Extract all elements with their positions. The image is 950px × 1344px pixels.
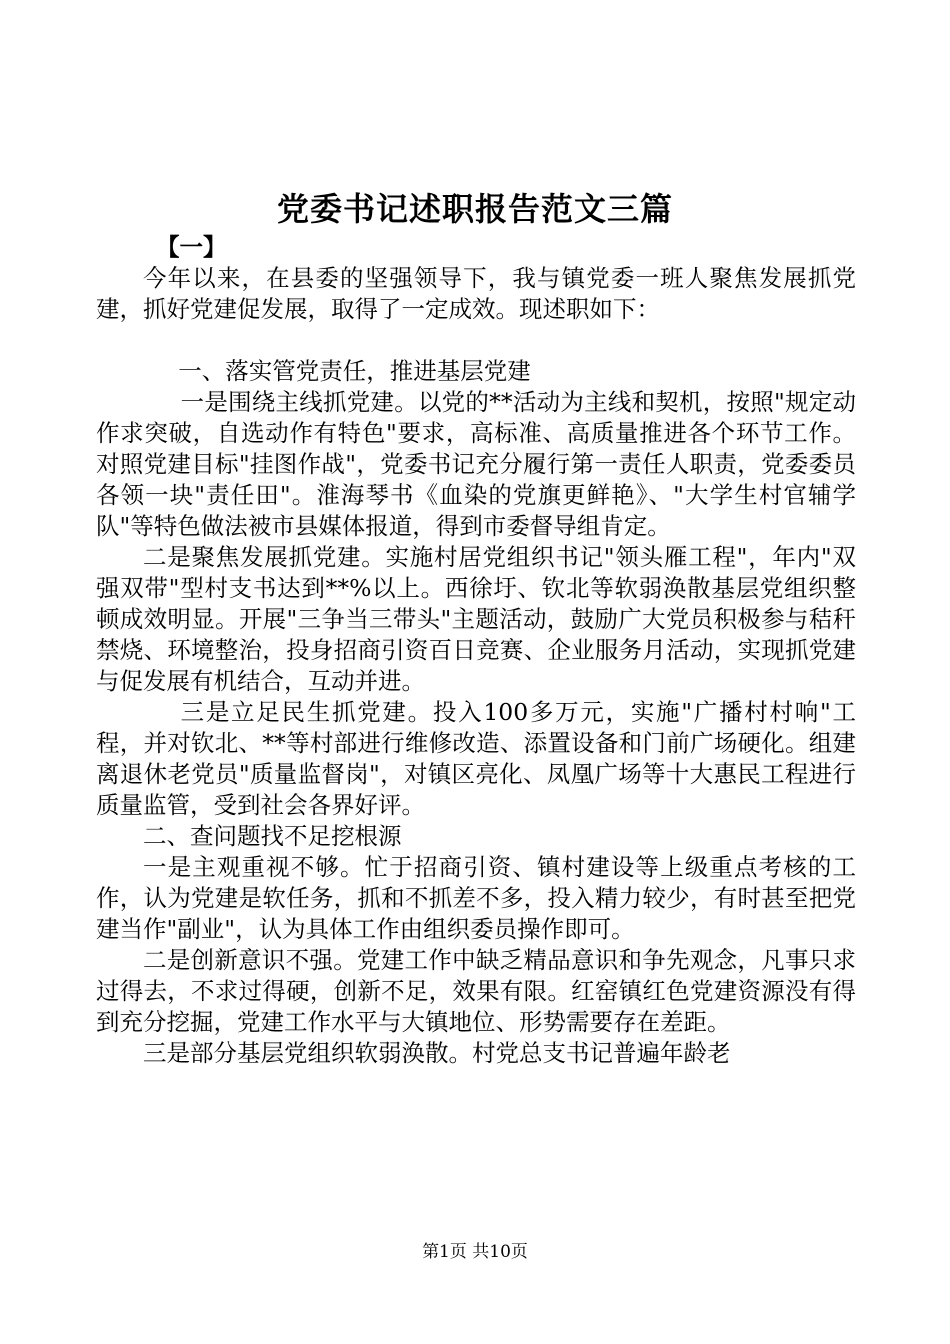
paragraph-4: 一是主观重视不够。忙于招商引资、镇村建设等上级重点考核的工作，认为党建是软任务，抓和不抓差不多，投入精力较少，有时甚至把党建当作"副业"，认为具体工作由组织委员操作即可。 [96,853,856,943]
document-title: 党委书记述职报告范文三篇 [276,190,673,228]
paragraph-6: 三是部分基层党组织软弱涣散。村党总支书记普遍年龄老 [143,1039,731,1067]
section-heading-1: 一、落实管党责任，推进基层党建 [178,357,531,385]
paragraph-1: 一是围绕主线抓党建。以党的**活动为主线和契机，按照"规定动作求突破，自选动作有特色"要求，高标准、高质量推进各个环节工作。对照党建目标"挂图作战"，党委书记充分履行第一责任人职责，党委委员各领一块"责任田"。淮海琴书《血染的党旗更鲜艳》、"大学生村官辅学队"等特色做法被市县媒体报道，得到市委督导组肯定。 [96,388,856,540]
paragraph-gap [96,325,856,356]
paragraph-3: 三是立足民生抓党建。投入100多万元，实施"广播村村响"工程，并对钦北、**等村部进行维修改造、添置设备和门前广场硬化。组建离退休老党员"质量监督岗"，对镇区亮化、凤凰广场等十大惠民工程进行质量监管，受到社会各界好评。 [96,698,856,819]
paragraph-5: 二是创新意识不强。党建工作中缺乏精品意识和争先观念，凡事只求过得去，不求过得硬，创新不足，效果有限。红窑镇红色党建资源没有得到充分挖掘，党建工作水平与大镇地位、形势需要存在差距。 [96,946,856,1036]
section-mark: 【一】 [156,233,227,261]
page-footer: 第1页 共10页 [422,1242,528,1262]
document-body [96,232,856,1069]
paragraph-2: 二是聚焦发展抓党建。实施村居党组织书记"领头雁工程"，年内"双强双带"型村支书达到**%以上。西徐圩、钦北等软弱涣散基层党组织整顿成效明显。开展"三争当三带头"主题活动，鼓励广大党员积极参与秸秆禁烧、环境整治，投身招商引资百日竞赛、企业服务月活动，实现抓党建与促发展有机结合，互动并进。 [96,543,856,695]
section-heading-2: 二、查问题找不足挖根源 [143,822,402,850]
intro-paragraph: 今年以来，在县委的坚强领导下，我与镇党委一班人聚焦发展抓党建，抓好党建促发展，取得了一定成效。现述职如下： [96,264,856,323]
